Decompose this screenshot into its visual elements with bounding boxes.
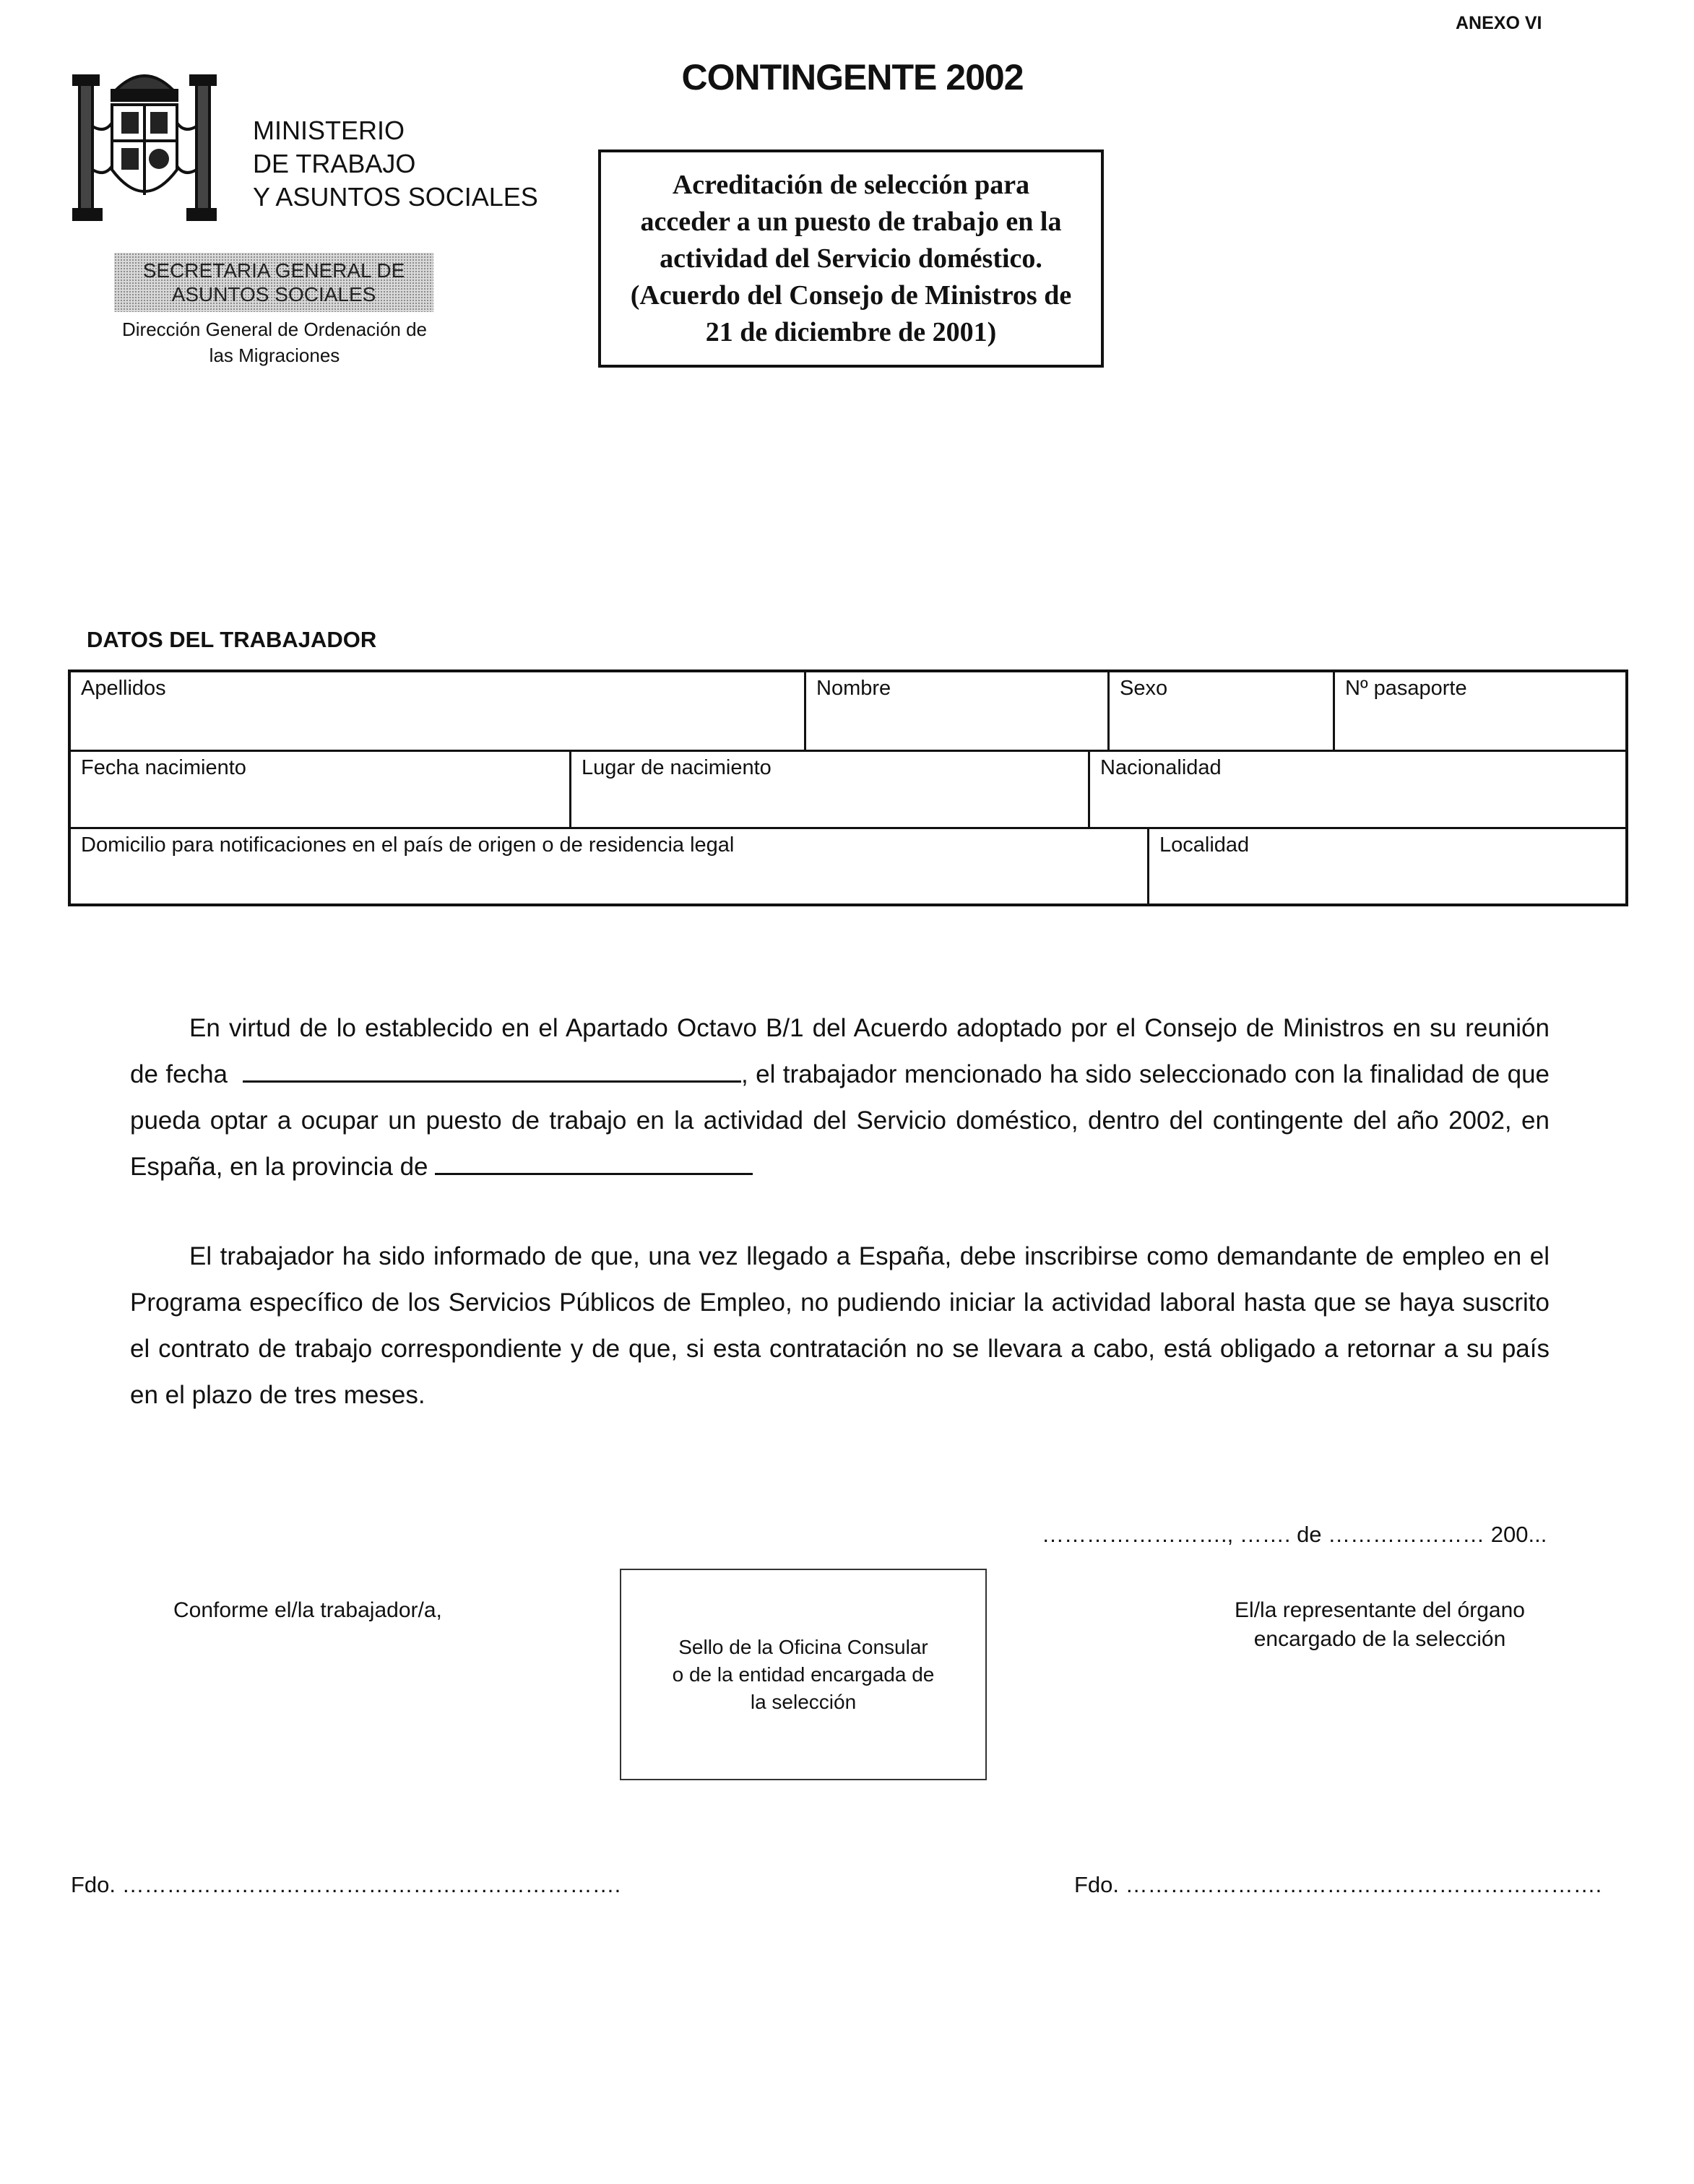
- representante-line: El/la representante del órgano: [1235, 1598, 1525, 1622]
- localidad-field[interactable]: [1147, 829, 1625, 906]
- paragraph-text: En virtud de lo establecido en el Apartado Octavo B/1 del Acuerdo adoptado por el Consejo de Ministros en su reunión de fecha: [130, 1014, 1550, 1088]
- ministry-line: DE TRABAJO: [253, 149, 416, 178]
- stamp-line: la selección: [750, 1690, 857, 1713]
- stamp-line: Sello de la Oficina Consular: [678, 1635, 928, 1658]
- field-label: Sexo: [1120, 677, 1168, 700]
- table-row: [71, 827, 1625, 906]
- apellidos-field[interactable]: [71, 672, 804, 750]
- section-title: DATOS DEL TRABAJADOR: [87, 627, 377, 652]
- conforme-label: Conforme el/la trabajador/a,: [173, 1598, 442, 1622]
- fecha-reunion-blank[interactable]: [243, 1060, 741, 1083]
- title-line: (Acuerdo del Consejo de Ministros de: [630, 280, 1072, 311]
- title-line: acceder a un puesto de trabajo en la: [640, 206, 1062, 237]
- nombre-field[interactable]: [804, 672, 1107, 750]
- annex-label: ANEXO VI: [1456, 13, 1542, 33]
- paragraph-text: El trabajador ha sido informado de que, una vez llegado a España, debe inscribirse como demandante de empleo en el Programa específico de los Servicios Públicos de Empleo, no pudiendo iniciar la actividad laboral hasta que se haya suscrito el contrato de trabajo correspondiente y de que, si esta contratación no se llevara a cabo, está obligado a retornar a su país en el plazo de tres meses.: [130, 1242, 1550, 1409]
- field-label: Fecha nacimiento: [81, 756, 246, 779]
- secretaria-line: ASUNTOS SOCIALES: [171, 283, 376, 306]
- direccion-line: las Migraciones: [209, 344, 340, 366]
- field-label: Lugar de nacimiento: [582, 756, 772, 779]
- date-placeholder-line[interactable]: ……………………., ……. de ………………… 200...: [1042, 1522, 1547, 1547]
- ministry-name: [253, 114, 538, 214]
- provincia-blank[interactable]: [435, 1153, 753, 1175]
- lugar-nacimiento-field[interactable]: [569, 752, 1088, 829]
- field-label: Domicilio para notificaciones en el país de origen o de residencia legal: [81, 833, 735, 857]
- paragraph-seleccion: [130, 1005, 1550, 1190]
- representante-label: [1199, 1596, 1560, 1654]
- coat-of-arms-emblem: [72, 61, 217, 231]
- field-label: Apellidos: [81, 677, 166, 700]
- domicilio-field[interactable]: [71, 829, 1147, 906]
- title-line: Acreditación de selección para: [672, 169, 1030, 200]
- paragraph-text: , el trabajador mencionado ha sido seleccionado con la finalidad de que pueda optar a ocupar un puesto de trabajo en la actividad del Servicio doméstico, dentro del contingente del año 2002, en España, en la provincia de: [130, 1060, 1550, 1181]
- field-label: Localidad: [1159, 833, 1250, 857]
- ministry-line: MINISTERIO: [253, 116, 405, 145]
- field-label: Nº pasaporte: [1345, 677, 1467, 700]
- secretaria-stamp: [114, 253, 433, 312]
- fecha-nacimiento-field[interactable]: [71, 752, 569, 829]
- title-box: [598, 150, 1104, 368]
- field-label: Nacionalidad: [1100, 756, 1222, 779]
- signature-line-representative[interactable]: Fdo. ……………………………………………………….: [1074, 1872, 1602, 1897]
- secretaria-line: SECRETARIA GENERAL DE: [142, 259, 405, 282]
- ministry-line: Y ASUNTOS SOCIALES: [253, 182, 538, 212]
- representante-line: encargado de la selección: [1253, 1627, 1506, 1651]
- stamp-line: o de la entidad encargada de: [672, 1663, 935, 1686]
- document-heading: CONTINGENTE 2002: [681, 57, 1024, 98]
- paragraph-informacion: [130, 1234, 1550, 1418]
- worker-data-table: [68, 670, 1628, 906]
- table-row: [71, 750, 1625, 829]
- table-row: [71, 672, 1625, 750]
- title-line: 21 de diciembre de 2001): [705, 316, 997, 347]
- title-line: actividad del Servicio doméstico.: [660, 243, 1042, 274]
- signature-line-worker[interactable]: Fdo. ………………………………………………………….: [71, 1872, 621, 1897]
- direccion-line: Dirección General de Ordenación de: [121, 318, 428, 340]
- sexo-field[interactable]: [1107, 672, 1333, 750]
- stamp-box: [620, 1569, 987, 1780]
- nacionalidad-field[interactable]: [1088, 752, 1625, 829]
- direccion-general: [108, 316, 441, 368]
- field-label: Nombre: [816, 677, 891, 700]
- pasaporte-field[interactable]: [1333, 672, 1625, 750]
